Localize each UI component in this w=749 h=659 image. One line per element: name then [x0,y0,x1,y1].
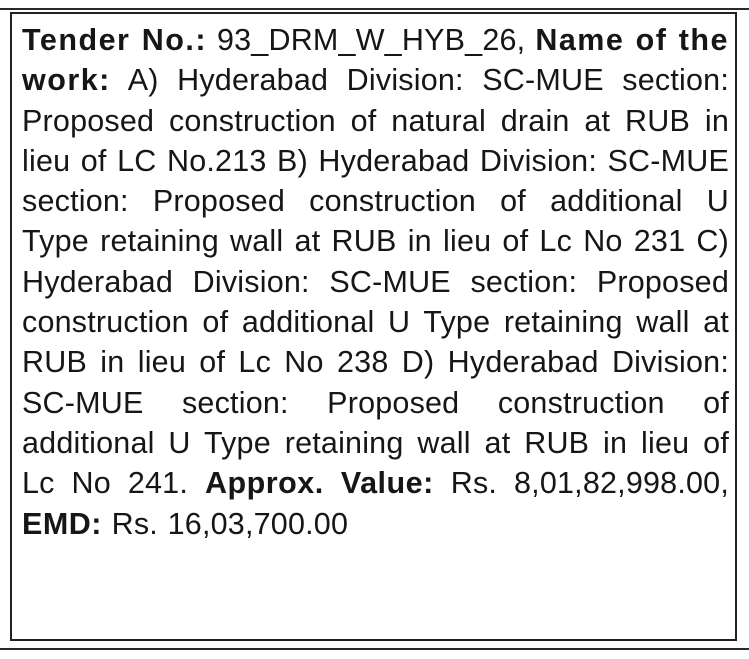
bottom-rule [0,648,749,650]
emd-label: EMD: [22,506,102,541]
tender-number-label: Tender No.: [22,23,207,57]
approx-value-label: Approx. Value: [204,466,434,501]
tender-notice-text [22,20,729,544]
work-name-label: Name of the work: [22,23,729,98]
emd-amount: Rs. 16,03,700.00 [111,506,349,541]
work-description: A) Hyderabad Division: SC-MUE section: Proposed construction of natural drain at RUB in lieu of LC No.213 B) Hyderabad Division: SC-MUE section: Proposed construction of additional U Type retaining wall at RUB in lieu of Lc No 231 C) Hyderabad Division: SC-MUE section: Proposed construction of additional U Type retaining wall at RUB in lieu of Lc No 238 D) Hyderabad Division: SC-MUE section: Proposed construction of additional U Type retaining wall at RUB in lieu of Lc No 241. [22,63,729,501]
tender-number-value: 93_DRM_W_HYB_26, [216,23,526,57]
approx-value-amount: Rs. 8,01,82,998.00, [450,466,729,501]
top-rule [0,8,749,10]
